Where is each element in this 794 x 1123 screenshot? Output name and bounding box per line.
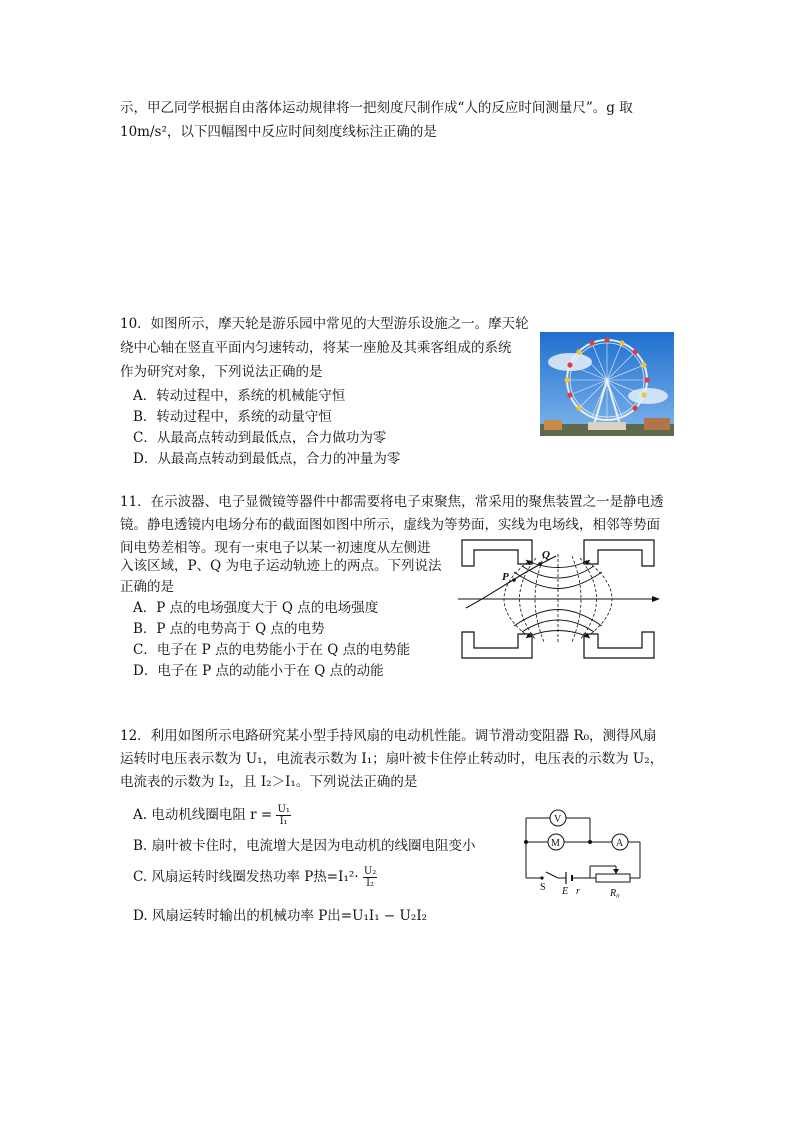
q11-text-line-3: 间电势差相等。现有一束电子以某一初速度从左侧进 (120, 540, 431, 556)
q10-text-line-2: 绕中心轴在竖直平面内匀速转动，将某一座舱及其乘客组成的系统 (120, 340, 512, 356)
electrostatic-lens-diagram (456, 536, 660, 662)
q12-option-c-denominator: I₂ (366, 878, 375, 889)
q12-option-c-text: C. 风扇运转时线圈发热功率 P热=I₁²· (133, 869, 359, 885)
q11-option-d: D．电子在 P 点的动能小于在 Q 点的动能 (133, 663, 384, 679)
q12-text-line-1: 12．利用如图所示电路研究某小型手持风扇的电动机性能。调节滑动变阻器 R₀，测得风扇 (120, 728, 657, 744)
q9-text-line-2: 10m/s²，以下四幅图中反应时间刻度线标注正确的是 (120, 124, 437, 140)
q9-text-line-1: 示，甲乙同学根据自由落体运动规律将一把刻度尺制作成“人的反应时间测量尺”。g 取 (120, 100, 633, 116)
point-p-label: P (502, 571, 509, 583)
emf-label: E (562, 886, 569, 897)
q12-option-a-denominator: I₁ (279, 816, 288, 827)
q12-option-a-numerator: U₁ (277, 804, 290, 815)
q11-text-line-4: 入该区域，P、Q 为电子运动轨迹上的两点。下列说法 (120, 558, 442, 574)
motor-label: M (551, 838, 560, 849)
q10-option-a: A．转动过程中，系统的机械能守恒 (133, 388, 346, 404)
ferris-wheel-photo (540, 332, 674, 436)
q10-text-line-3: 作为研究对象，下列说法正确的是 (120, 364, 323, 380)
q12-text-line-3: 电流表的示数为 I₂，且 I₂＞I₁。下列说法正确的是 (120, 774, 418, 790)
q11-option-c: C．电子在 P 点的电势能小于在 Q 点的电势能 (133, 642, 411, 658)
q12-option-c (133, 866, 377, 889)
q12-option-c-numerator: U₂ (363, 866, 377, 877)
internal-resistance-label: r (576, 886, 580, 897)
q12-option-a-text: A. 电动机线圈电阻 r = (133, 807, 273, 823)
rheostat-label: R₀ (610, 888, 620, 898)
q10-option-b: B．转动过程中，系统的动量守恒 (133, 409, 332, 425)
motor-circuit-diagram (518, 798, 644, 898)
q11-text-line-1: 11．在示波器、电子显微镜等器件中都需要将电子束聚焦，常采用的聚焦装置之一是静电透 (120, 494, 664, 510)
ammeter-label: A (616, 838, 624, 849)
q12-option-a-fraction (276, 804, 290, 827)
q12-option-a (133, 804, 291, 827)
q10-text-line-1: 10．如图所示，摩天轮是游乐园中常见的大型游乐设施之一。摩天轮 (120, 316, 529, 332)
voltmeter-label: V (554, 814, 562, 825)
q11-option-b: B．P 点的电势高于 Q 点的电势 (133, 621, 325, 637)
q12-text-line-2: 运转时电压表示数为 U₁，电流表示数为 I₁；扇叶被卡住停止转动时，电压表的示数为 U₂， (120, 751, 664, 767)
point-q-label: Q (542, 549, 550, 561)
q12-option-d: D. 风扇运转时输出的机械功率 P出=U₁I₁ − U₂I₂ (133, 908, 428, 924)
q11-text-line-2: 镜。静电透镜内电场分布的截面图如图中所示，虚线为等势面，实线为电场线，相邻等势面 (120, 517, 660, 533)
q12-option-c-fraction (363, 866, 377, 889)
q12-option-b: B. 扇叶被卡住时，电流增大是因为电动机的线圈电阻变小 (133, 838, 476, 854)
q10-option-c: C．从最高点转动到最低点，合力做功为零 (133, 430, 387, 446)
q10-option-d: D．从最高点转动到最低点，合力的冲量为零 (133, 451, 401, 467)
switch-label: S (540, 882, 546, 893)
q11-option-a: A．P 点的电场强度大于 Q 点的电场强度 (133, 600, 379, 616)
q11-text-line-5: 正确的是 (120, 579, 174, 595)
